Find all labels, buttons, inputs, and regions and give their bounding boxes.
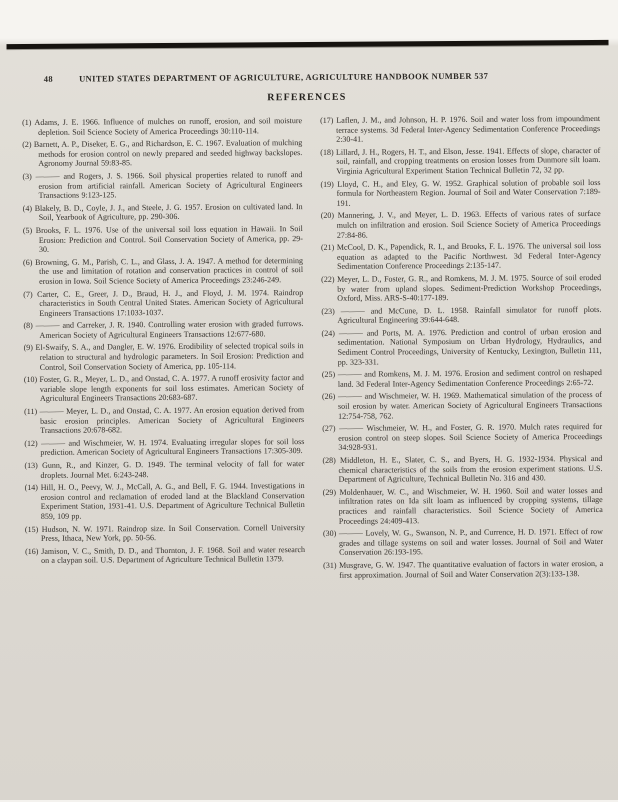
- reference-number: (22): [321, 274, 338, 284]
- reference-entry: [22, 138, 302, 169]
- references-columns: [22, 114, 605, 792]
- reference-entry: [320, 178, 600, 209]
- reference-number: (16): [25, 546, 42, 556]
- reference-entry: [323, 527, 603, 558]
- reference-number: (30): [322, 528, 339, 539]
- reference-entry: [25, 523, 305, 544]
- running-header: [44, 70, 586, 84]
- reference-text: Foster, G. R., Meyer, L. D., and Onstad, C. A. 1977. A runoff erosivity factor and variable slope length exponents for soil loss estimates. American Society of Agricultural Engineers Transactions 20:683-687.: [39, 373, 304, 404]
- reference-number: (11): [24, 406, 40, 417]
- reference-number: (21): [320, 242, 337, 253]
- reference-number: (3): [22, 171, 36, 181]
- reference-number: (14): [24, 483, 41, 493]
- reference-entry: [24, 437, 304, 458]
- reference-number: (17): [320, 115, 337, 125]
- reference-text: Mannering, J. V., and Meyer, L. D. 1963. Effects of various rates of surface mulch on infiltration and erosion. Soil Science Society of America Proceedings 27:84-86.: [336, 209, 601, 240]
- reference-number: (24): [321, 328, 339, 338]
- reference-text: Moldenhauer, W. C., and Wischmeier, W. H. 1960. Soil and water losses and infiltration rates on Ida silt loam as influenced by cropping systems, tillage practices and rainfall characteristics. Soil Science Society of America Proceedings 24:409-413.: [338, 485, 603, 526]
- reference-entry: [23, 202, 303, 223]
- reference-entry: [321, 241, 601, 272]
- reference-number: (8): [23, 321, 36, 331]
- reference-entry: [25, 545, 305, 566]
- reference-entry: [24, 373, 304, 404]
- reference-text: Gunn, R., and Kinzer, G. D. 1949. The terminal velocity of fall for water droplets. Journal Met. 6:243-248.: [40, 459, 305, 480]
- reference-text: Jamison, V. C., Smith, D. D., and Thornton, J. F. 1968. Soil and water research on a claypan soil. U.S. Department of Agriculture Technical Bulletin 1379.: [41, 544, 306, 566]
- reference-text: El-Swaify, S. A., and Dangler, E. W. 1976. Erodibility of selected tropical soils in relation to structural and hydrologic parameters. In Soil Erosion: Prediction and Control, Soil Conservation Society of America, pp. 105-114.: [35, 341, 304, 372]
- references-column-left: [22, 116, 307, 792]
- reference-entry: [23, 288, 303, 319]
- reference-text: Lloyd, C. H., and Eley, G. W. 1952. Graphical solution of probable soil loss formula for Northeastern Region. Journal of Soil and Water Conservation 7:189-191.: [336, 177, 601, 208]
- reference-entry: [23, 224, 303, 255]
- reference-entry: [322, 422, 602, 453]
- reference-number: (20): [320, 211, 338, 221]
- reference-text: ——— and Wischmeier, W. H. 1974. Evaluating irregular slopes for soil loss prediction. American Society of Agricultural Engineers Transactions 17:305-309.: [40, 436, 305, 458]
- reference-text: Barnett, A. P., Diseker, E. G., and Richardson, E. C. 1967. Evaluation of mulching methods for erosion control on newly prepared and seeded highway backslopes. Agronomy Journal 59:83-85.: [33, 138, 303, 169]
- reference-text: ——— Meyer, L. D., and Onstad, C. A. 1977. An erosion equation derived from basic erosion principles. American Society of Agricultural Engineers Transactions 20:678-682.: [39, 405, 305, 436]
- reference-text: ——— and Carreker, J. R. 1940. Controlling water erosion with graded furrows. American Society of Agricultural Engineers Transactions 12:677-680.: [35, 319, 304, 340]
- reference-text: ——— and Ports, M. A. 1976. Prediction and control of urban erosion and sedimentation. National Symposium on Urban Hydrology, Hydraulics, and Sediment Control Proceedings, University of Kentucky, Lexington, Bulletin 111, pp. 323-331.: [337, 326, 602, 367]
- reference-text: ——— and McCune, D. L. 1958. Rainfall simulator for runoff plots. Agricultural Engineering 39:644-648.: [337, 304, 602, 326]
- reference-entry: [320, 114, 600, 145]
- reference-entry: [322, 368, 602, 389]
- reference-number: (15): [24, 524, 42, 534]
- reference-entry: [323, 486, 603, 526]
- reference-entry: [23, 256, 303, 287]
- running-header-title: UNITED STATES DEPARTMENT OF AGRICULTURE, AGRICULTURE HANDBOOK NUMBER 537: [79, 70, 489, 84]
- references-column-right: [320, 114, 605, 790]
- reference-text: Lillard, J. H., Rogers, H. T., and Elson, Jesse. 1941. Effects of slope, character of soil, rainfall, and cropping treatments on erosion losses from Dunmore silt loam. Virginia Agricultural Experiment Station Technical Bulletin 72, 32 pp.: [335, 145, 601, 176]
- reference-entry: [321, 305, 601, 326]
- reference-text: Hill, H. O., Peevy, W. J., McCall, A. G., and Bell, F. G. 1944. Investigations in erosion control and reclamation of eroded land at the Blackland Conservation Experiment Station, 1931-41. U.S. Department of Agriculture Technical Bulletin 859, 109 pp.: [40, 481, 305, 521]
- section-title: REFERENCES: [267, 91, 347, 104]
- reference-entry: [22, 116, 302, 137]
- reference-text: Blakely, B. D., Coyle, J. J., and Steele, J. G. 1957. Erosion on cultivated land. In Soil, Yearbook of Agriculture, pp. 290-306.: [34, 201, 303, 223]
- reference-text: Middleton, H. E., Slater, C. S., and Byers, H. G. 1932-1934. Physical and chemical characteristics of the soils from the erosion experiment stations. U.S. Department of Agriculture, Technical Bulletin No. 316 and 430.: [338, 453, 603, 484]
- reference-entry: [322, 390, 602, 421]
- reference-number: (6): [22, 257, 36, 267]
- reference-entry: [23, 319, 303, 340]
- reference-number: (10): [23, 375, 40, 385]
- reference-number: (5): [22, 225, 36, 235]
- reference-entry: [321, 273, 601, 304]
- reference-number: (12): [24, 438, 42, 448]
- reference-number: (28): [322, 455, 341, 465]
- reference-text: Carter, C. E., Greer, J. D., Braud, H. J., and Floyd, J. M. 1974. Raindrop characteristics in South Central United States. American Society of Agricultural Engineers Transactions 17:1033-1037.: [37, 287, 304, 318]
- reference-entry: [321, 209, 601, 240]
- page-top-rule: [7, 40, 609, 49]
- reference-number: (18): [320, 147, 336, 157]
- reference-number: (9): [23, 343, 36, 353]
- reference-text: Musgrave, G. W. 1947. The quantitative evaluation of factors in water erosion, a first approximation. Journal of Soil and Water Conservation 2(3):133-138.: [339, 558, 604, 580]
- reference-entry: [24, 405, 304, 436]
- reference-text: Browning, G. M., Parish, C. L., and Glass, J. A. 1947. A method for determining the use and limitation of rotation and conservation practices in control of soil erosion in Iowa. Soil Science Society of America Proceedings 23:246-249.: [35, 255, 304, 286]
- reference-number: (23): [321, 306, 341, 316]
- reference-text: ——— Lovely, W. G., Swanson, N. P., and Currence, H. D. 1971. Effect of row grades and tillage systems on soil and water losses. Journal of Soil and Water Conservation 26:193-195.: [338, 527, 604, 558]
- reference-number: (1): [22, 117, 35, 127]
- reference-text: Adams, J. E. 1966. Influence of mulches on runoff, erosion, and soil moisture depletion. Soil Science Society of America Proceedings 30:110-114.: [34, 116, 303, 137]
- reference-text: Hudson, N. W. 1971. Raindrop size. In Soil Conservation. Cornell University Press, Ithaca, New York, pp. 50-56.: [40, 522, 305, 544]
- reference-number: (31): [323, 560, 340, 570]
- reference-number: (26): [321, 392, 339, 402]
- reference-entry: [25, 481, 305, 521]
- reference-number: (29): [322, 487, 340, 497]
- reference-entry: [24, 342, 304, 373]
- reference-entry: [322, 327, 602, 367]
- reference-number: (19): [320, 179, 338, 189]
- reference-text: Laflen, J. M., and Johnson, H. P. 1976. Soil and water loss from impoundment terrace systems. 3d Federal Inter-Agency Sedimentation Conference Proceedings 2:30-41.: [336, 113, 601, 144]
- reference-number: (25): [321, 370, 338, 380]
- reference-number: (2): [22, 140, 34, 150]
- reference-entry: [24, 459, 304, 480]
- reference-text: ——— and Wischmeier, W. H. 1969. Mathematical simulation of the process of soil erosion by water. American Society of Agricultural Engineers Transactions 12:754-758, 762.: [337, 390, 603, 421]
- reference-text: ——— and Romkens, M. J. M. 1976. Erosion and sediment control on reshaped land. 3d Federal Inter-Agency Sedimentation Conference Proceedings 2:65-72.: [337, 368, 602, 389]
- reference-entry: [322, 454, 602, 485]
- reference-entry: [323, 559, 603, 580]
- reference-text: ——— and Rogers, J. S. 1966. Soil physical properties related to runoff and erosion from artificial rainfall. American Society of Agricultural Engineers Transactions 9:123-125.: [35, 170, 303, 201]
- reference-text: Meyer, L. D., Foster, G. R., and Romkens, M. J. M. 1975. Source of soil eroded by water from upland slopes. Sediment-Prediction Workshop Proceedings, Oxford, Miss. ARS-S-40:177-189.: [337, 272, 602, 303]
- page-number: 48: [43, 73, 54, 84]
- reference-number: (13): [24, 460, 43, 470]
- reference-number: (4): [22, 203, 35, 213]
- reference-number: (7): [23, 289, 38, 299]
- reference-text: ——— Wischmeier, W. H., and Foster, G. R. 1970. Mulch rates required for erosion control on steep slopes. Soil Science Society of America Proceedings 34:928-931.: [338, 422, 603, 453]
- reference-entry: [320, 146, 600, 177]
- reference-text: Brooks, F. L. 1976. Use of the universal soil loss equation in Hawaii. In Soil Erosion: Prediction and Control. Soil Conservation Society of America, pp. 29-30.: [35, 223, 303, 255]
- reference-entry: [22, 170, 302, 201]
- reference-text: McCool, D. K., Papendick, R. I., and Brooks, F. L. 1976. The universal soil loss equation as adapted to the Pacific Northwest. 3d Federal Inter-Agency Sedimentation Conference Proceedings 2:135-147.: [336, 241, 602, 272]
- reference-number: (27): [322, 424, 340, 434]
